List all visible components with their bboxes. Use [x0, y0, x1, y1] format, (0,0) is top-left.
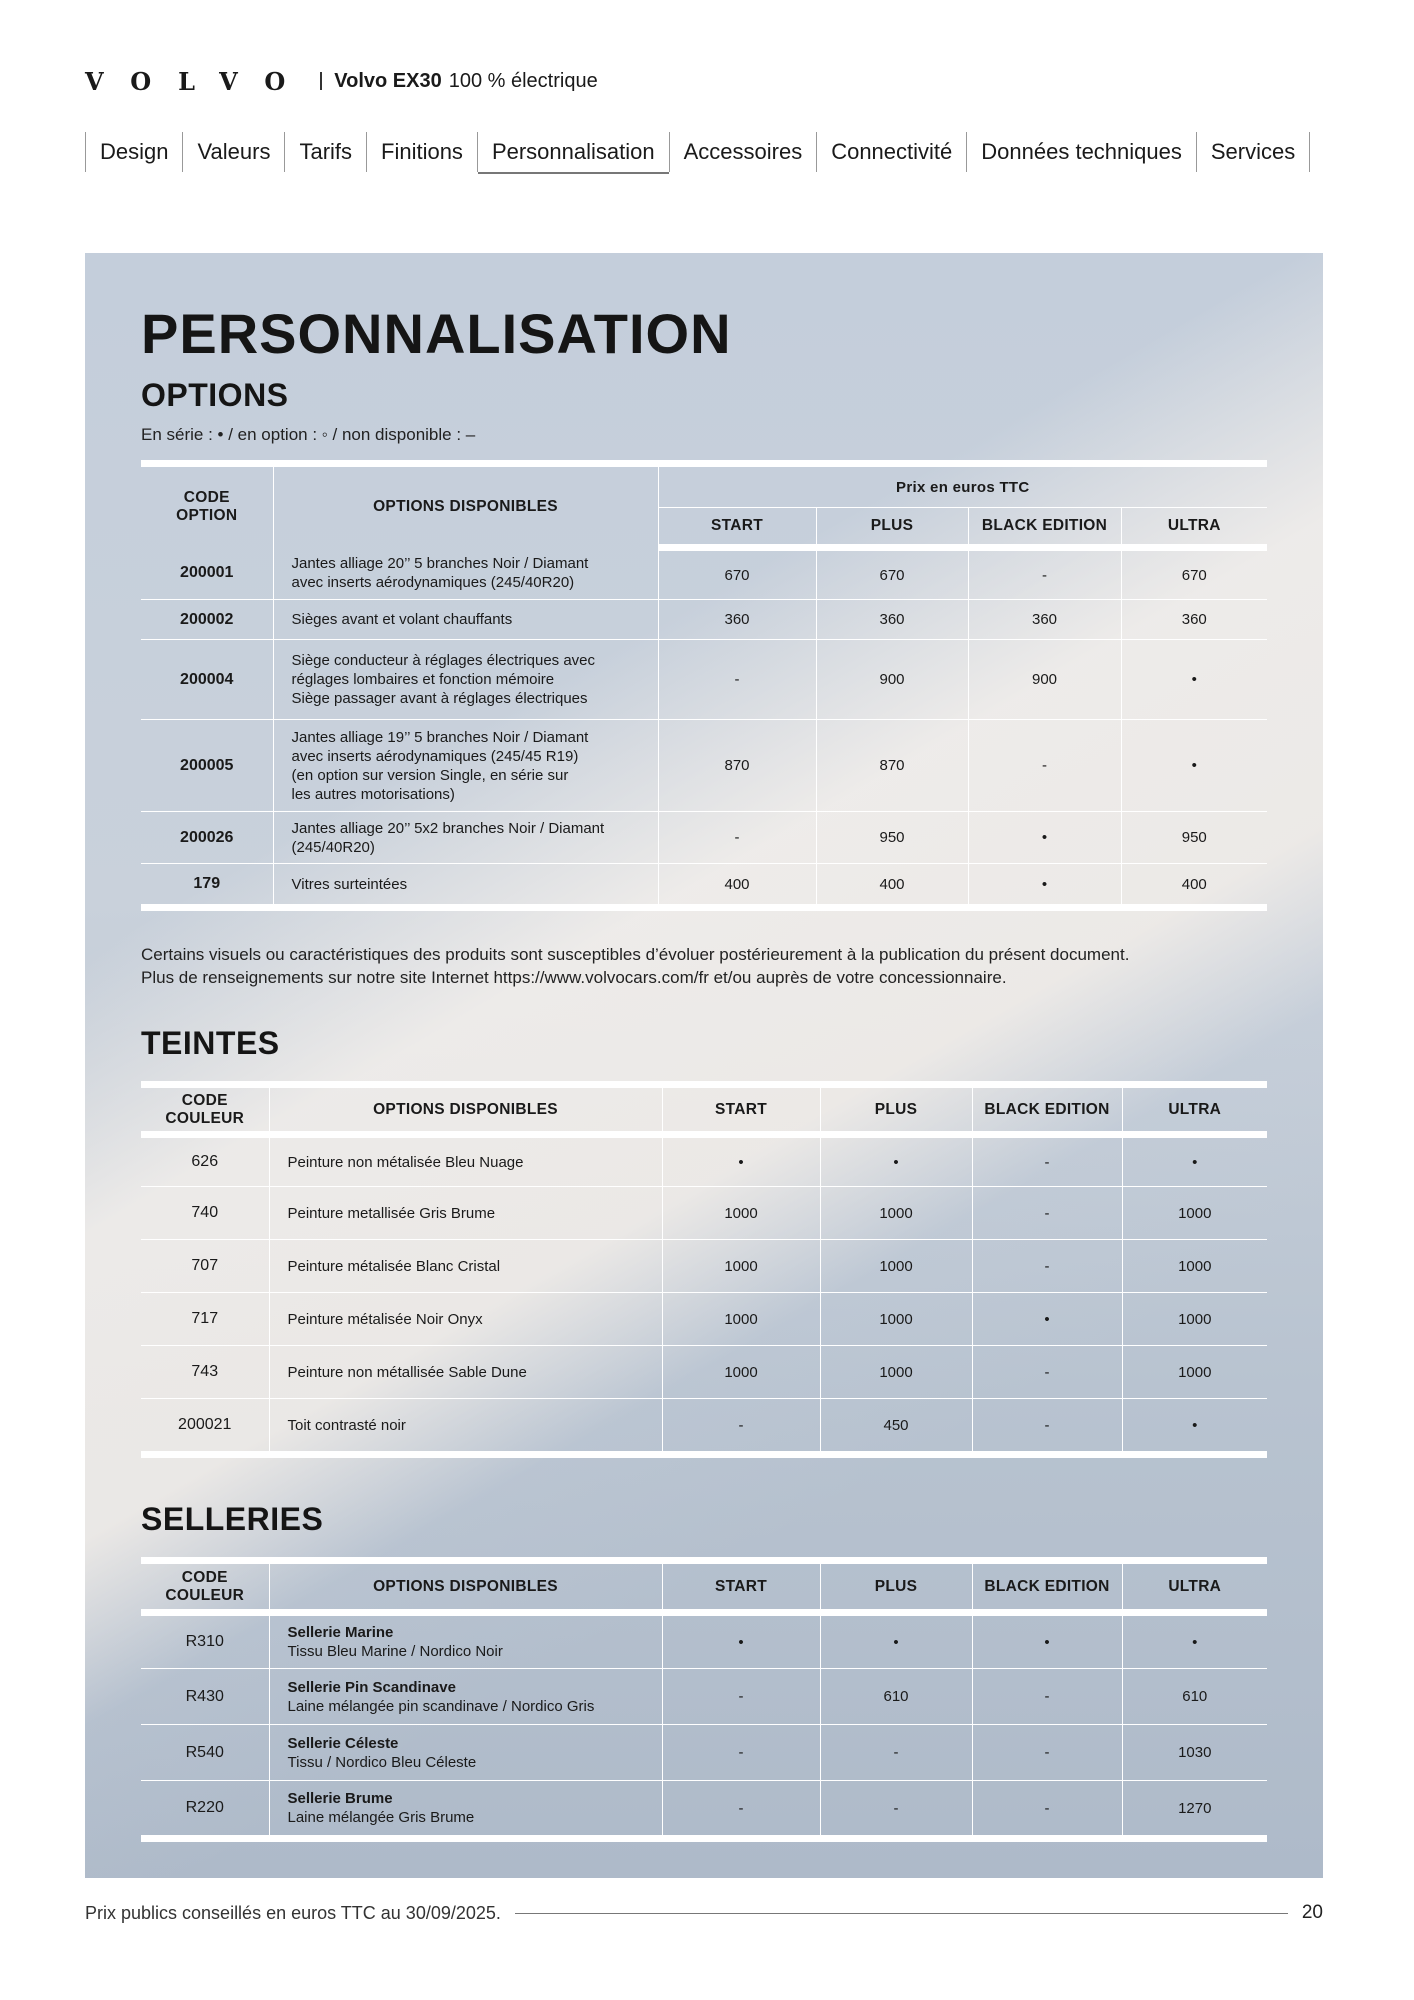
table-row — [141, 1669, 1267, 1725]
col-start: START — [658, 508, 816, 548]
table-row — [141, 1399, 1267, 1455]
upholstery-detail: Tissu / Nordico Bleu Céleste — [287, 1753, 477, 1771]
price-start: 1000 — [662, 1293, 820, 1346]
price-plus: 450 — [820, 1399, 972, 1455]
color-description: Peinture non métallisée Sable Dune — [269, 1346, 662, 1399]
page-number: 20 — [1301, 1902, 1323, 1923]
option-code: 200026 — [141, 812, 273, 864]
description-line: Jantes alliage 19’’ 5 branches Noir / Diamant — [291, 728, 589, 746]
price-start: • — [662, 1613, 820, 1669]
option-description — [273, 548, 658, 600]
price-plus: 900 — [816, 640, 968, 720]
head-code-line: OPTION — [176, 507, 238, 525]
nav-item-valeurs[interactable]: Valeurs — [182, 132, 284, 172]
table-row — [141, 1346, 1267, 1399]
table-row — [141, 1725, 1267, 1781]
options-head-options: OPTIONS DISPONIBLES — [273, 464, 658, 548]
description-line: (245/40R20) — [291, 838, 375, 856]
color-code: 717 — [141, 1293, 269, 1346]
options-title: OPTIONS — [141, 377, 289, 413]
price-start: - — [662, 1669, 820, 1725]
table-row — [141, 1781, 1267, 1839]
price-ultra: 360 — [1121, 600, 1267, 640]
description-line: avec inserts aérodynamiques (245/45 R19) — [291, 747, 579, 765]
description-line: avec inserts aérodynamiques (245/40R20) — [291, 574, 575, 592]
price-plus: 400 — [816, 864, 968, 908]
teintes-head-code — [141, 1085, 269, 1135]
upholstery-name: Sellerie Brume — [287, 1790, 393, 1807]
col-start: START — [662, 1561, 820, 1613]
color-description: Toit contrasté noir — [269, 1399, 662, 1455]
nav-item-services[interactable]: Services — [1196, 132, 1310, 172]
price-start: - — [662, 1781, 820, 1839]
option-description — [273, 864, 658, 908]
option-code: 200002 — [141, 600, 273, 640]
price-start: - — [658, 640, 816, 720]
nav-item-tarifs[interactable]: Tarifs — [284, 132, 366, 172]
price-plus: 360 — [816, 600, 968, 640]
selleries-table — [141, 1557, 1267, 1842]
price-plus: 670 — [816, 548, 968, 600]
availability-legend: En série : • / en option : ◦ / non disponible : – — [141, 425, 476, 444]
teintes-head-options: OPTIONS DISPONIBLES — [269, 1085, 662, 1135]
price-plus: 1000 — [820, 1240, 972, 1293]
col-black-edition: BLACK EDITION — [972, 1085, 1122, 1135]
price-plus: 1000 — [820, 1346, 972, 1399]
price-plus: 1000 — [820, 1293, 972, 1346]
description-line: Sièges avant et volant chauffants — [291, 611, 513, 628]
volvo-logo: VOLVO — [85, 66, 313, 96]
table-row — [141, 1240, 1267, 1293]
price-black-edition: - — [972, 1240, 1122, 1293]
section-nav — [85, 132, 1310, 172]
price-start: 1000 — [662, 1240, 820, 1293]
price-start: 870 — [658, 720, 816, 812]
price-ultra: 400 — [1121, 864, 1267, 908]
color-description: Peinture non métalisée Bleu Nuage — [269, 1135, 662, 1187]
upholstery-detail: Laine mélangée Gris Brume — [287, 1809, 475, 1826]
col-plus: PLUS — [820, 1085, 972, 1135]
model-tagline: 100 % électrique — [448, 69, 598, 92]
price-black-edition: - — [972, 1135, 1122, 1187]
price-black-edition: - — [972, 1346, 1122, 1399]
price-ultra: 1000 — [1122, 1346, 1267, 1399]
price-plus: 950 — [816, 812, 968, 864]
selleries-head-code — [141, 1561, 269, 1613]
head-code-line: CODE — [181, 1568, 228, 1586]
col-ultra: ULTRA — [1121, 508, 1267, 548]
options-head-price: Prix en euros TTC — [658, 464, 1267, 508]
price-start: 1000 — [662, 1187, 820, 1240]
col-plus: PLUS — [820, 1561, 972, 1613]
upholstery-code: R310 — [141, 1613, 269, 1669]
price-black-edition: - — [972, 1399, 1122, 1455]
upholstery-detail: Laine mélangée pin scandinave / Nordico Gris — [287, 1697, 595, 1715]
option-code: 200004 — [141, 640, 273, 720]
price-plus: 1000 — [820, 1187, 972, 1240]
col-ultra: ULTRA — [1122, 1561, 1267, 1613]
price-black-edition: • — [972, 1613, 1122, 1669]
table-row — [141, 600, 1267, 640]
color-code: 200021 — [141, 1399, 269, 1455]
price-plus: 610 — [820, 1669, 972, 1725]
selleries-title: SELLERIES — [141, 1501, 324, 1537]
price-black-edition: - — [968, 548, 1121, 600]
description-line: Vitres surteintées — [291, 875, 408, 893]
description-line: (en option sur version Single, en série sur — [291, 766, 569, 784]
price-black-edition: 900 — [968, 640, 1121, 720]
price-start: 1000 — [662, 1346, 820, 1399]
head-code-line: COULEUR — [165, 1586, 245, 1604]
upholstery-description — [269, 1781, 662, 1839]
price-ultra: 610 — [1122, 1669, 1267, 1725]
upholstery-code: R220 — [141, 1781, 269, 1839]
color-description: Peinture métalisée Blanc Cristal — [269, 1240, 662, 1293]
col-start: START — [662, 1085, 820, 1135]
description-line: les autres motorisations) — [291, 785, 455, 803]
table-row — [141, 1293, 1267, 1346]
price-black-edition: - — [968, 720, 1121, 812]
nav-item-finitions[interactable]: Finitions — [366, 132, 477, 172]
price-black-edition: • — [972, 1293, 1122, 1346]
col-ultra: ULTRA — [1122, 1085, 1267, 1135]
price-ultra: • — [1121, 640, 1267, 720]
option-description — [273, 640, 658, 720]
color-code: 707 — [141, 1240, 269, 1293]
description-line: Jantes alliage 20’’ 5 branches Noir / Diamant — [291, 555, 589, 573]
color-code: 626 — [141, 1135, 269, 1187]
price-plus: • — [820, 1135, 972, 1187]
nav-item-personnalisation[interactable]: Personnalisation — [477, 132, 669, 172]
price-ultra: 950 — [1121, 812, 1267, 864]
option-description — [273, 720, 658, 812]
option-code: 200001 — [141, 548, 273, 600]
color-description: Peinture metallisée Gris Brume — [269, 1187, 662, 1240]
price-start: - — [662, 1399, 820, 1455]
upholstery-name: Sellerie Céleste — [287, 1734, 399, 1752]
upholstery-detail: Tissu Bleu Marine / Nordico Noir — [287, 1643, 503, 1660]
page-title: PERSONNALISATION — [141, 302, 732, 365]
table-row — [141, 864, 1267, 908]
table-row — [141, 1613, 1267, 1669]
price-black-edition: - — [972, 1781, 1122, 1839]
price-start: - — [662, 1725, 820, 1781]
price-ultra: 1000 — [1122, 1293, 1267, 1346]
price-ultra: 1000 — [1122, 1187, 1267, 1240]
price-start: • — [662, 1135, 820, 1187]
nav-item-design[interactable]: Design — [85, 132, 182, 172]
head-code-line: CODE — [183, 489, 230, 507]
price-black-edition: • — [968, 864, 1121, 908]
option-description — [273, 600, 658, 640]
nav-item-donnees-techniques[interactable]: Données techniques — [966, 132, 1196, 172]
price-ultra: 1030 — [1122, 1725, 1267, 1781]
table-row — [141, 1135, 1267, 1187]
price-plus: - — [820, 1781, 972, 1839]
price-start: - — [658, 812, 816, 864]
description-line: Jantes alliage 20’’ 5x2 branches Noir / Diamant — [291, 819, 605, 837]
description-line: Siège conducteur à réglages électriques avec — [291, 652, 596, 669]
description-line: réglages lombaires et fonction mémoire — [291, 671, 555, 688]
price-black-edition: • — [968, 812, 1121, 864]
option-description — [273, 812, 658, 864]
col-black-edition: BLACK EDITION — [972, 1561, 1122, 1613]
color-description: Peinture métalisée Noir Onyx — [269, 1293, 662, 1346]
footer-rule — [515, 1913, 1288, 1914]
price-start: 670 — [658, 548, 816, 600]
model-name: Volvo EX30 — [334, 69, 442, 92]
upholstery-code: R540 — [141, 1725, 269, 1781]
page-header — [85, 66, 598, 96]
price-ultra: • — [1122, 1399, 1267, 1455]
price-ultra: 670 — [1121, 548, 1267, 600]
table-row — [141, 640, 1267, 720]
nav-item-accessoires[interactable]: Accessoires — [669, 132, 817, 172]
head-code-line: COULEUR — [165, 1109, 245, 1127]
footer-note: Prix publics conseillés en euros TTC au 30/09/2025. — [85, 1902, 501, 1923]
teintes-table — [141, 1081, 1267, 1458]
header-separator — [320, 72, 322, 90]
upholstery-name: Sellerie Pin Scandinave — [287, 1678, 456, 1696]
description-line: Siège passager avant à réglages électriques — [291, 690, 588, 707]
price-ultra: 1000 — [1122, 1240, 1267, 1293]
upholstery-description — [269, 1613, 662, 1669]
col-plus: PLUS — [816, 508, 968, 548]
price-black-edition: - — [972, 1669, 1122, 1725]
price-ultra: • — [1122, 1135, 1267, 1187]
disclaimer-line: Plus de renseignements sur notre site Internet https://www.volvocars.com/fr et/ou auprès de votre concessionnaire. — [141, 968, 1007, 987]
table-row — [141, 548, 1267, 600]
price-ultra: 1270 — [1122, 1781, 1267, 1839]
disclaimer — [141, 943, 1281, 989]
price-plus: - — [820, 1725, 972, 1781]
price-ultra: • — [1121, 720, 1267, 812]
price-start: 360 — [658, 600, 816, 640]
table-row — [141, 812, 1267, 864]
page-footer — [85, 1902, 1323, 1924]
upholstery-name: Sellerie Marine — [287, 1624, 394, 1641]
price-start: 400 — [658, 864, 816, 908]
price-plus: 870 — [816, 720, 968, 812]
color-code: 740 — [141, 1187, 269, 1240]
disclaimer-line: Certains visuels ou caractéristiques des produits sont susceptibles d’évoluer postérieurement à la publication du présent document. — [141, 945, 1130, 964]
option-code: 179 — [141, 864, 273, 908]
content-panel — [85, 253, 1323, 1878]
col-black-edition: BLACK EDITION — [968, 508, 1121, 548]
selleries-head-options: OPTIONS DISPONIBLES — [269, 1561, 662, 1613]
price-plus: • — [820, 1613, 972, 1669]
option-code: 200005 — [141, 720, 273, 812]
upholstery-description — [269, 1669, 662, 1725]
head-code-line: CODE — [181, 1091, 228, 1109]
upholstery-description — [269, 1725, 662, 1781]
nav-item-connectivite[interactable]: Connectivité — [816, 132, 966, 172]
upholstery-code: R430 — [141, 1669, 269, 1725]
price-black-edition: - — [972, 1725, 1122, 1781]
price-black-edition: - — [972, 1187, 1122, 1240]
price-black-edition: 360 — [968, 600, 1121, 640]
color-code: 743 — [141, 1346, 269, 1399]
table-row — [141, 720, 1267, 812]
options-head-code — [141, 464, 273, 548]
table-row — [141, 1187, 1267, 1240]
price-ultra: • — [1122, 1613, 1267, 1669]
options-table — [141, 460, 1267, 911]
teintes-title: TEINTES — [141, 1025, 280, 1061]
